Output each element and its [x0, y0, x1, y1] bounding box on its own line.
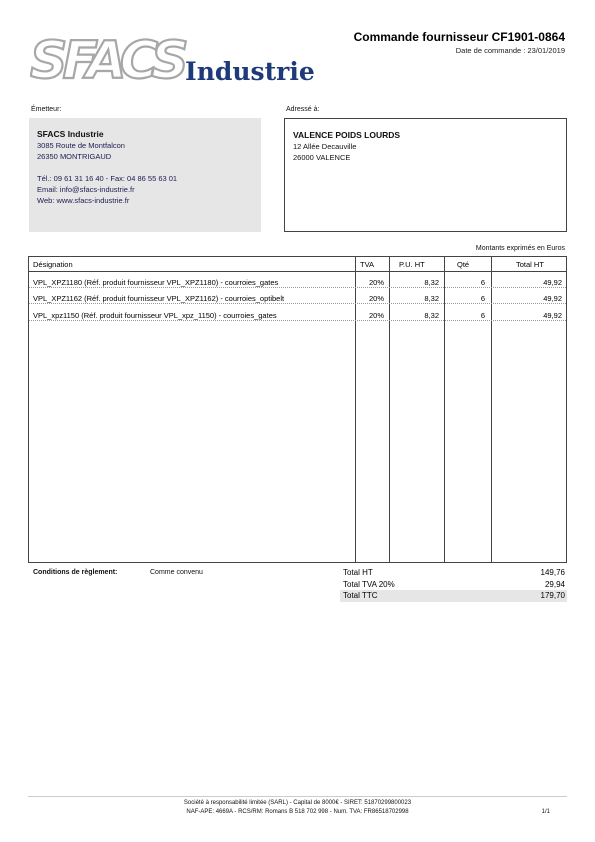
row-unit-price: 8,32: [424, 278, 439, 287]
row-designation: VPL_XPZ1180 (Réf. produit fournisseur VPL_XPZ1180) - courroies_gates: [33, 278, 279, 287]
row-total: 49,92: [543, 294, 562, 303]
sender-address-line2: 26350 MONTRIGAUD: [37, 152, 112, 161]
footer-divider: [28, 796, 567, 797]
table-row: [29, 292, 566, 304]
sender-website[interactable]: Web: www.sfacs-industrie.fr: [37, 196, 130, 205]
recipient-box: [284, 118, 567, 232]
table-header: [29, 257, 566, 272]
document-title: Commande fournisseur CF1901-0864: [353, 30, 565, 44]
header-designation: Désignation: [33, 260, 73, 269]
logo-wordmark: SFACS: [30, 34, 184, 90]
row-quantity: 6: [480, 294, 485, 303]
footer-legal-line2: NAF-APE: 4669A - RCS/RM: Romans B 518 702 998 - Num. TVA: FR86518702998: [186, 809, 409, 815]
recipient-address-line2: 26000 VALENCE: [293, 153, 351, 162]
recipient-address-line1: 12 Allée Decauville: [293, 142, 357, 151]
row-tva: 20%: [368, 311, 384, 320]
items-table: [28, 256, 567, 563]
row-quantity: 6: [480, 278, 485, 287]
total-ttc-row: [340, 590, 567, 602]
total-tva-value: 29,94: [544, 579, 565, 589]
recipient-name: VALENCE POIDS LOURDS: [293, 130, 401, 140]
page-number: 1/1: [541, 809, 550, 815]
total-ttc-label: Total TTC: [343, 591, 378, 600]
currency-note: Montants exprimés en Euros: [475, 245, 565, 252]
row-tva: 20%: [368, 294, 384, 303]
recipient-label: Adressé à:: [286, 106, 320, 113]
row-quantity: 6: [480, 311, 485, 320]
total-ttc-value: 179,70: [540, 591, 565, 600]
header-tva: TVA: [360, 260, 375, 269]
header-unit-price: P.U. HT: [399, 260, 425, 269]
row-designation: VPL_xpz1150 (Réf. produit fournisseur VPL_xpz_1150) - courroies_gates: [33, 311, 277, 320]
total-tva-label: Total TVA 20%: [343, 579, 395, 589]
header-quantity: Qté: [457, 260, 470, 269]
logo-subtitle: Industrie: [185, 57, 315, 86]
row-unit-price: 8,32: [424, 311, 439, 320]
totals-block: [340, 567, 567, 602]
footer-legal-line1: Société à responsabilité limitée (SARL) - Capital de 8000€ - SIRET: 51870299800023: [183, 800, 412, 806]
total-ht-label: Total HT: [343, 568, 373, 577]
row-total: 49,92: [543, 278, 562, 287]
total-tva-row: [340, 579, 567, 591]
table-row: [29, 276, 566, 288]
company-logo: [30, 34, 320, 90]
sender-address-line1: 3085 Route de Montfalcon: [37, 141, 125, 150]
table-row: [29, 309, 566, 321]
row-total: 49,92: [543, 311, 562, 320]
sender-name: SFACS Industrie: [37, 129, 104, 139]
sender-phone: Tél.: 09 61 31 16 40 - Fax: 04 86 55 63 01: [37, 174, 178, 183]
header-total: Total HT: [516, 260, 544, 269]
row-designation: VPL_XPZ1162 (Réf. produit fournisseur VPL_XPZ1162) - courroies_optibelt: [33, 294, 285, 303]
row-unit-price: 8,32: [424, 294, 439, 303]
sender-email[interactable]: Email: info@sfacs-industrie.fr: [37, 185, 135, 194]
row-tva: 20%: [368, 278, 384, 287]
payment-conditions-label: Conditions de règlement:: [33, 569, 118, 576]
sender-label: Émetteur:: [31, 106, 62, 113]
total-ht-value: 149,76: [540, 568, 565, 577]
payment-conditions-value: Comme convenu: [150, 569, 203, 576]
total-ht-row: [340, 567, 567, 579]
order-date: Date de commande : 23/01/2019: [455, 46, 565, 55]
sender-box: [29, 118, 261, 232]
